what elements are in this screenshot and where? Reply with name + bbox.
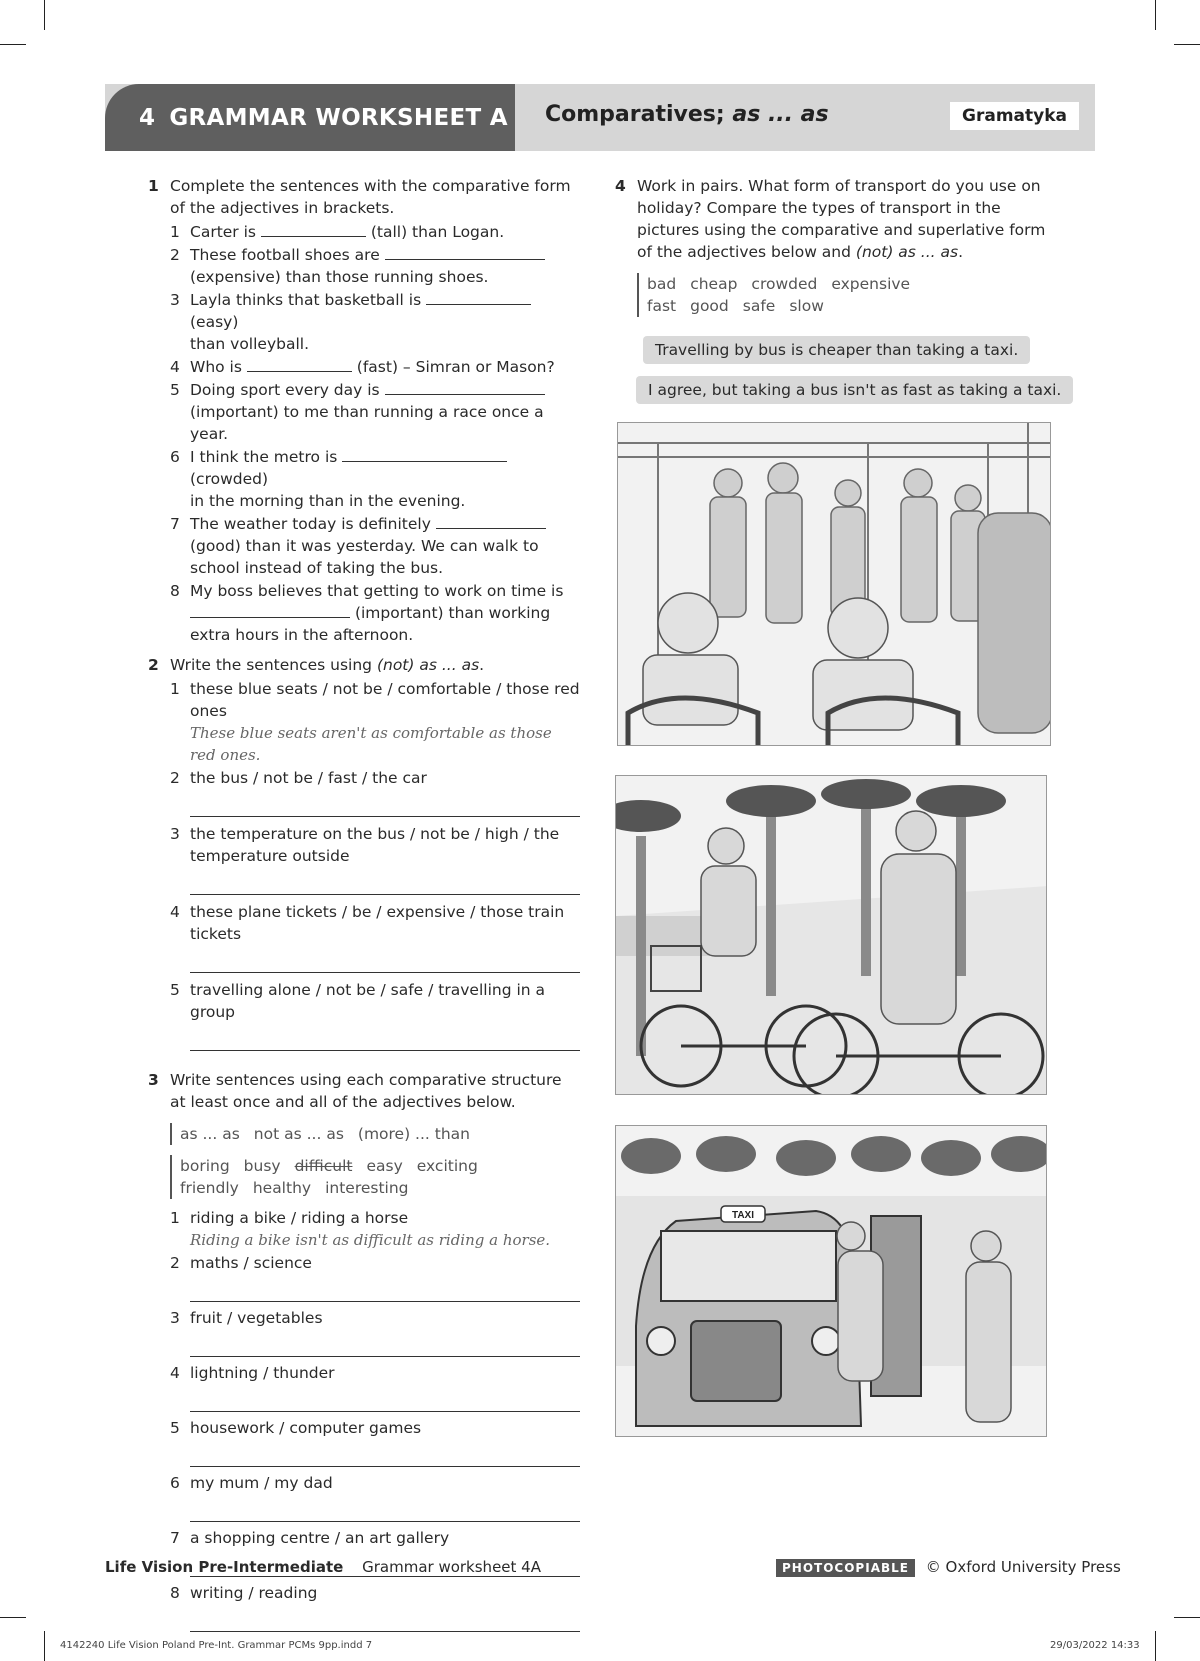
right-column (615, 175, 1050, 325)
item-number: 8 (170, 1584, 180, 1602)
word-option: expensive (831, 275, 911, 293)
word-option: bad (647, 275, 677, 293)
item-number: 6 (170, 448, 180, 466)
item-text: (fast) – Simran or Mason? (351, 358, 555, 376)
exercise-number: 3 (148, 1071, 159, 1089)
item-text: travelling alone / not be / safe / travelling in a group (190, 981, 546, 1021)
worksheet-header (105, 84, 1095, 151)
item-number: 4 (170, 358, 180, 376)
item-text: lightning / thunder (190, 1364, 335, 1382)
question-item (170, 1362, 580, 1412)
print-slug-right: 29/03/2022 14:33 (1050, 1640, 1140, 1651)
instruction-text: Write the sentences using (170, 656, 377, 674)
item-number: 4 (170, 903, 180, 921)
item-number: 5 (170, 981, 180, 999)
instruction-italic: (not) as ... as (376, 656, 480, 674)
item-text: I think the metro is (190, 448, 343, 466)
word-option: fast (647, 297, 677, 315)
answer-blank[interactable] (247, 358, 352, 372)
exercise-1-items (170, 221, 580, 646)
item-text: (important) to me than running a race once a year. (190, 403, 544, 443)
item-text: (important) than working (354, 604, 551, 622)
item-text: writing / reading (190, 1584, 318, 1602)
question-item (170, 356, 580, 378)
exercise-instruction (637, 175, 1050, 263)
answer-blank[interactable] (342, 448, 507, 462)
word-option: as ... as (180, 1125, 240, 1143)
copyright-notice: © Oxford University Press (925, 1558, 1121, 1576)
header-title-block (105, 84, 515, 151)
item-text: (easy) (190, 313, 239, 331)
example-answer: Riding a bike isn't as difficult as riding a horse. (190, 1231, 551, 1249)
unit-number: 4 (139, 104, 156, 131)
word-option: slow (789, 297, 824, 315)
question-item (170, 1207, 580, 1251)
item-text: these plane tickets / be / expensive / those train tickets (190, 903, 565, 943)
taxi-illustration (615, 1125, 1047, 1437)
item-text: My boss believes that getting to work on time is (190, 582, 564, 600)
item-text: housework / computer games (190, 1419, 422, 1437)
answer-line[interactable] (190, 867, 580, 895)
question-item (170, 979, 580, 1051)
answer-line[interactable] (190, 789, 580, 817)
exercise-instruction: Complete the sentences with the comparative form of the adjectives in brackets. (170, 177, 571, 217)
word-option: crowded (751, 275, 818, 293)
word-option: easy (366, 1157, 403, 1175)
worksheet-title: GRAMMAR WORKSHEET A (169, 104, 508, 131)
item-number: 2 (170, 246, 180, 264)
bicycle-illustration (615, 775, 1047, 1095)
item-text: fruit / vegetables (190, 1309, 323, 1327)
taxi-sign: TAXI (731, 1210, 755, 1221)
worksheet-label: Grammar worksheet 4A (362, 1558, 541, 1576)
question-item (170, 767, 580, 817)
question-item (170, 1252, 580, 1302)
question-item (170, 580, 580, 646)
crop-mark (44, 1631, 45, 1661)
word-option: busy (243, 1157, 281, 1175)
answer-line[interactable] (190, 1274, 580, 1302)
crop-mark (0, 44, 26, 45)
exercise-number: 1 (148, 177, 159, 195)
item-number: 6 (170, 1474, 180, 1492)
answer-line[interactable] (190, 1329, 580, 1357)
adjective-box (637, 273, 1050, 317)
question-item (170, 446, 580, 512)
word-option: healthy (252, 1179, 312, 1197)
item-text: a shopping centre / an art gallery (190, 1529, 450, 1547)
item-text: than volleyball. (190, 335, 310, 353)
item-number: 7 (170, 1529, 180, 1547)
item-text: my mum / my dad (190, 1474, 333, 1492)
item-text: (tall) than Logan. (365, 223, 505, 241)
item-text: riding a bike / riding a horse (190, 1209, 409, 1227)
answer-blank[interactable] (426, 291, 531, 305)
answer-line[interactable] (190, 1384, 580, 1412)
adjective-box (170, 1155, 580, 1199)
topic-title (545, 102, 829, 127)
word-option: boring (180, 1157, 230, 1175)
instruction-text: Work in pairs. What form of transport do you use on holiday? Compare the types of transport in the pictures using the comparative and superlative form of the adjectives below and (637, 177, 1046, 261)
speech-bubble: Travelling by bus is cheaper than taking a taxi. (643, 336, 1030, 364)
word-option: good (690, 297, 729, 315)
item-text: Layla thinks that basketball is (190, 291, 427, 309)
section-tag: Gramatyka (950, 102, 1079, 130)
item-text: Carter is (190, 223, 261, 241)
answer-blank[interactable] (385, 246, 545, 260)
instruction-italic: (not) as ... as (855, 243, 959, 261)
bus-drawing (618, 423, 1051, 746)
question-item (170, 379, 580, 445)
topic-title-italic: as ... as (732, 102, 829, 127)
exercise-instruction (170, 654, 580, 676)
question-item (170, 1472, 580, 1522)
question-item (170, 244, 580, 288)
item-text: Who is (190, 358, 247, 376)
question-item (170, 901, 580, 973)
left-column (148, 175, 580, 1633)
item-text: (crowded) (190, 470, 269, 488)
answer-line[interactable] (190, 1023, 580, 1051)
item-number: 5 (170, 381, 180, 399)
answer-line[interactable] (190, 1494, 580, 1522)
crop-mark (1155, 0, 1156, 30)
item-text: (good) than it was yesterday. We can walk to school instead of taking the bus. (190, 537, 539, 577)
item-number: 1 (170, 1209, 180, 1227)
question-item (170, 289, 580, 355)
exercise-number: 4 (615, 177, 626, 195)
crop-mark (1174, 1617, 1200, 1618)
item-text: extra hours in the afternoon. (190, 626, 414, 644)
item-text: these blue seats / not be / comfortable / those red ones (190, 680, 580, 720)
answer-blank[interactable] (261, 223, 366, 237)
footer-left (105, 1558, 541, 1576)
print-slug-left: 4142240 Life Vision Poland Pre-Int. Grammar PCMs 9pp.indd 7 (60, 1640, 373, 1651)
item-text: the temperature on the bus / not be / high / the temperature outside (190, 825, 560, 865)
bicycle-drawing (616, 776, 1047, 1095)
word-option: interesting (325, 1179, 409, 1197)
item-number: 2 (170, 769, 180, 787)
question-item (170, 1417, 580, 1467)
bus-illustration (617, 422, 1051, 746)
item-number: 3 (170, 1309, 180, 1327)
question-item (170, 1582, 580, 1632)
answer-line[interactable] (190, 945, 580, 973)
item-text: (expensive) than those running shoes. (190, 268, 489, 286)
item-number: 1 (170, 223, 180, 241)
question-item (170, 1307, 580, 1357)
answer-line[interactable] (190, 1604, 580, 1632)
item-number: 2 (170, 1254, 180, 1272)
question-item (170, 221, 580, 243)
instruction-text: . (958, 243, 964, 261)
item-text: Doing sport every day is (190, 381, 385, 399)
crop-mark (0, 1617, 26, 1618)
exercise-3 (148, 1069, 580, 1632)
item-text: These football shoes are (190, 246, 385, 264)
photocopiable-badge: PHOTOCOPIABLE (776, 1559, 915, 1577)
crop-mark (1174, 44, 1200, 45)
word-option: not as ... as (253, 1125, 344, 1143)
item-number: 5 (170, 1419, 180, 1437)
item-text: in the morning than in the evening. (190, 492, 466, 510)
word-option-used: difficult (294, 1157, 353, 1175)
word-option: friendly (180, 1179, 239, 1197)
crop-mark (44, 0, 45, 30)
item-text: The weather today is definitely (190, 515, 436, 533)
item-number: 8 (170, 582, 180, 600)
exercise-2 (148, 654, 580, 1051)
item-number: 3 (170, 825, 180, 843)
footer-right (776, 1558, 1121, 1576)
exercise-2-items (170, 678, 580, 1051)
item-number: 4 (170, 1364, 180, 1382)
answer-blank[interactable] (436, 515, 546, 529)
example-answer: These blue seats aren't as comfortable as those red ones. (190, 724, 552, 764)
crop-mark (1155, 1631, 1156, 1661)
instruction-text: . (479, 656, 485, 674)
item-number: 3 (170, 291, 180, 309)
word-option: exciting (416, 1157, 478, 1175)
item-text: maths / science (190, 1254, 312, 1272)
item-number: 7 (170, 515, 180, 533)
item-number: 1 (170, 680, 180, 698)
topic-title-plain: Comparatives; (545, 102, 733, 127)
question-item (170, 678, 580, 766)
word-option: (more) ... than (357, 1125, 470, 1143)
speech-bubble: I agree, but taking a bus isn't as fast as taking a taxi. (636, 376, 1073, 404)
question-item (170, 823, 580, 895)
structure-box (170, 1123, 580, 1145)
book-title: Life Vision Pre-Intermediate (105, 1558, 344, 1576)
question-item (170, 513, 580, 579)
taxi-drawing (616, 1126, 1047, 1437)
answer-line[interactable] (190, 1439, 580, 1467)
exercise-number: 2 (148, 656, 159, 674)
word-option: cheap (690, 275, 738, 293)
item-text: the bus / not be / fast / the car (190, 769, 427, 787)
answer-blank[interactable] (190, 604, 350, 618)
word-option: safe (742, 297, 776, 315)
exercise-1 (148, 175, 580, 646)
exercise-4 (615, 175, 1050, 317)
exercise-instruction: Write sentences using each comparative structure at least once and all of the adjectives below. (170, 1071, 562, 1111)
answer-blank[interactable] (385, 381, 545, 395)
